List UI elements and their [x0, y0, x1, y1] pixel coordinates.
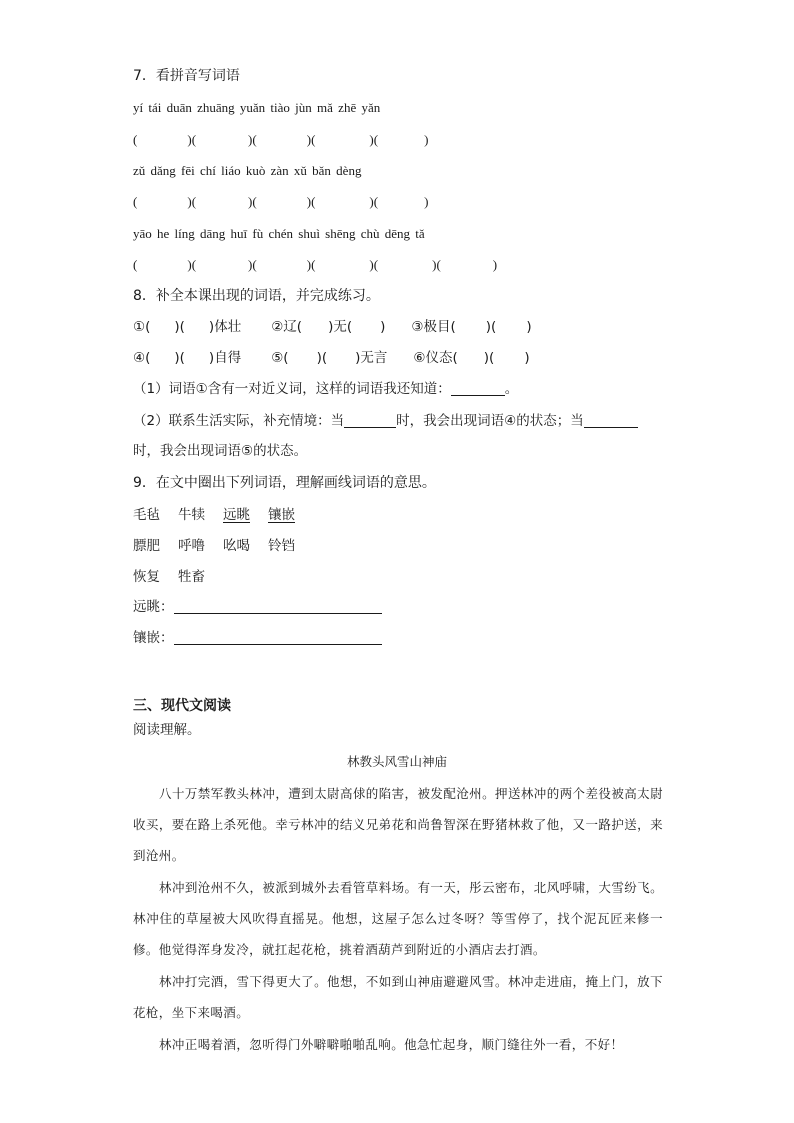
q9-word: 膘肥	[133, 538, 160, 554]
q8-sub1-blank[interactable]	[451, 381, 505, 396]
passage-paragraph-3: 林冲打完酒，雪下得更大了。他想，不如到山神庙避避风雪。林冲走进庙，掩上门，放下花枪，坐下来喝酒。	[133, 974, 663, 1020]
q8-sub-question-2-cont: 时，我会出现词语⑤的状态。	[133, 443, 308, 459]
passage-paragraph-1: 八十万禁军教头林冲，遭到太尉高俅的陷害，被发配沧州。押送林冲的两个差役被高太尉收买，要在路上杀死他。幸亏林冲的结义兄弟花和尚鲁智深在野猪林救了他，又一路护送，来到沧州。	[133, 786, 663, 863]
q9-word-row-2	[133, 537, 313, 555]
q8-fill-row-1: ①( )( )体壮 ②辽( )无( ) ③极目( )( )	[133, 319, 532, 335]
q9-word: 牲畜	[178, 569, 205, 585]
passage-paragraph-4: 林冲正喝着酒，忽听得门外噼噼啪啪乱响。他急忙起身，顺门缝往外一看，不好！	[159, 1037, 624, 1052]
q9-word-underlined: 远眺	[223, 507, 250, 523]
q9-word: 毛毡	[133, 507, 160, 523]
passage-title: 林教头风雪山神庙	[346, 754, 447, 769]
section-3-instruction: 阅读理解。	[133, 722, 201, 738]
q7-pinyin-row-2: zǔ dǎng fēi chí liáo kuò zàn xǔ bǎn dèng	[133, 163, 362, 178]
q9-definition-1: 远眺：	[133, 598, 382, 616]
q7-pinyin-row-1: yí tái duān zhuāng yuǎn tiào jùn mǎ zhē yǎn	[133, 100, 381, 115]
q7-title: 7．看拼音写词语	[133, 68, 240, 84]
q8-fill-row-2: ④( )( )自得 ⑤( )( )无言 ⑥仪态( )( )	[133, 350, 530, 366]
q9-word-row-1	[133, 506, 313, 524]
q8-sub2-blank-1[interactable]	[344, 413, 396, 428]
q9-word-row-3	[133, 568, 223, 586]
section-3-title: 三、现代文阅读	[133, 698, 231, 714]
q9-definition-1-blank[interactable]	[174, 599, 382, 614]
q9-definition-2-blank[interactable]	[174, 630, 382, 645]
q9-word: 铃铛	[268, 538, 295, 554]
q9-word: 呼噜	[178, 538, 205, 554]
q9-title: 9．在文中圈出下列词语，理解画线词语的意思。	[133, 475, 436, 491]
q8-sub-question-2: （2）联系生活实际，补充情境：当 时，我会出现词语④的状态；当	[133, 412, 638, 430]
q7-pinyin-row-3: yāo he líng dāng huī fù chén shuì shēng chù dēng tǎ	[133, 226, 425, 241]
q9-word: 恢复	[133, 569, 160, 585]
q9-word: 牛犊	[178, 507, 205, 523]
q9-word: 吆喝	[223, 538, 250, 554]
q9-definition-2: 镶嵌：	[133, 629, 382, 647]
passage-paragraph-2: 林冲到沧州不久，被派到城外去看管草料场。有一天，彤云密布，北风呼啸，大雪纷飞。林冲住的草屋被大风吹得直摇晃。他想，这屋子怎么过冬呀？等雪停了，找个泥瓦匠来修一修。他觉得浑身发冷，就扛起花枪，挑着酒葫芦到附近的小酒店去打酒。	[133, 880, 663, 957]
q8-sub2-blank-2[interactable]	[584, 413, 638, 428]
q7-answer-row-1: ( )( )( )( )( )	[133, 132, 429, 147]
q8-title: 8．补全本课出现的词语，并完成练习。	[133, 288, 380, 304]
q8-sub-question-1: （1）词语①含有一对近义词，这样的词语我还知道： 。	[133, 381, 519, 397]
q7-answer-row-2: ( )( )( )( )( )	[133, 194, 429, 209]
q7-answer-row-3: ( )( )( )( )( )( )	[133, 257, 498, 272]
q9-word-underlined: 镶嵌	[268, 507, 295, 523]
